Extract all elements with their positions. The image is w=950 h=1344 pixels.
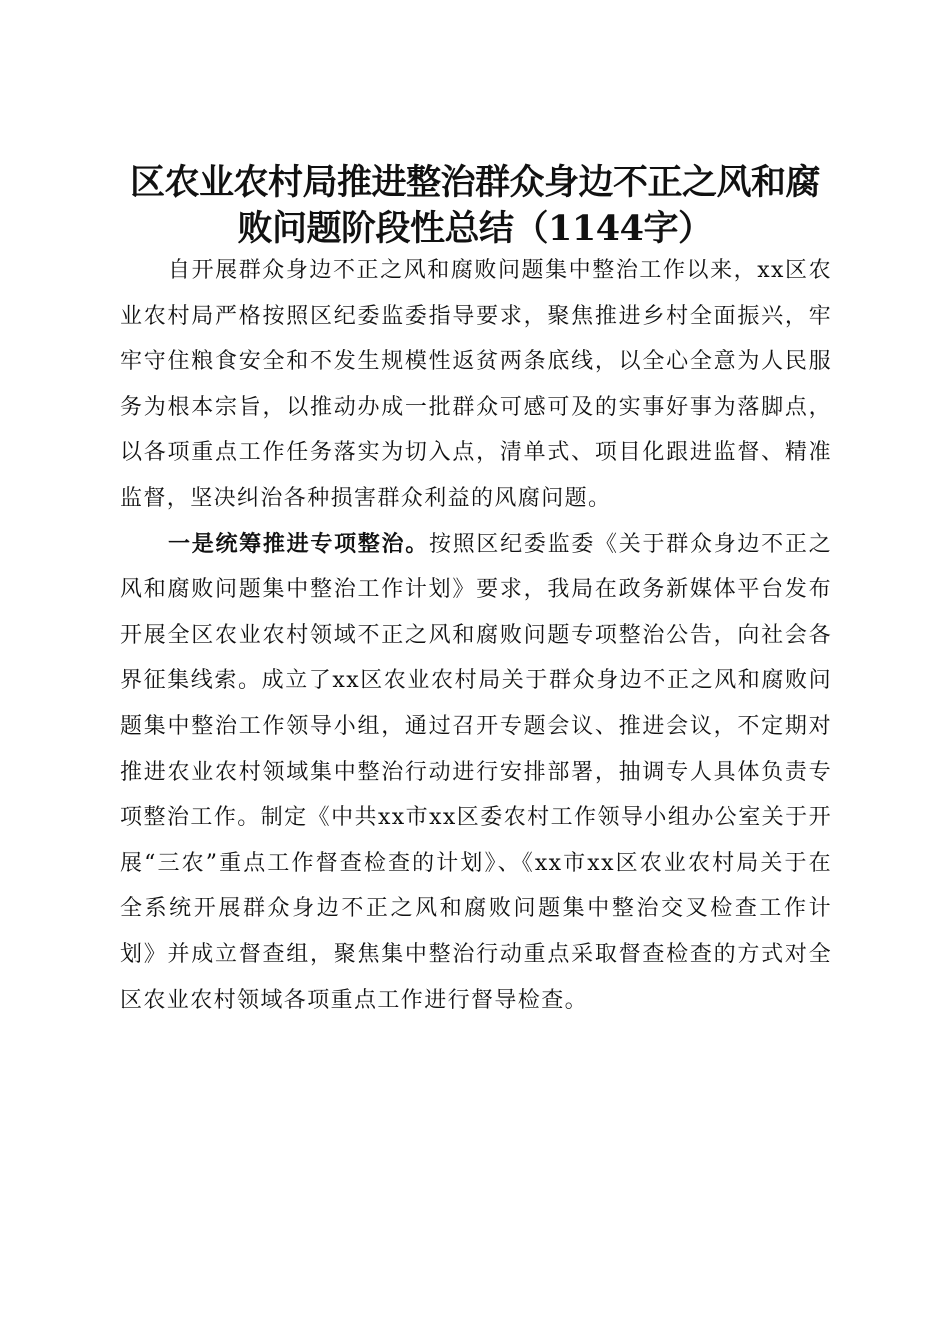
document-body (120, 248, 832, 1023)
title-line-2: 败问题阶段性总结（1144字） (237, 208, 713, 250)
paragraph-lead: 一是统筹推进专项整治。 (168, 530, 429, 557)
paragraph-text: 按照区纪委监委《关于群众身边不正之风和腐败问题集中整治工作计划》要求，我局在政务新媒体平台发布开展全区农业农村领域不正之风和腐败问题专项整治公告，向社会各界征集线索。成立了xx区农业农村局关于群众身边不正之风和腐败问题集中整治工作领导小组，通过召开专题会议、推进会议，不定期对推进农业农村领域集中整治行动进行安排部署，抽调专人具体负责专项整治工作。制定《中共xx市xx区委农村工作领导小组办公室关于开展“三农”重点工作督查检查的计划》、《xx市xx区农业农村局关于在全系统开展群众身边不正之风和腐败问题集中整治交叉检查工作计划》并成立督查组，聚焦集中整治行动重点采取督查检查的方式对全区农业农村领域各项重点工作进行督导检查。 (120, 531, 832, 1013)
document-title (110, 160, 840, 252)
paragraph-item-1 (120, 522, 832, 1024)
paragraph-intro (120, 248, 832, 522)
title-line-1: 区农业农村局推进整治群众身边不正之风和腐 (129, 162, 820, 204)
paragraph-text: 自开展群众身边不正之风和腐败问题集中整治工作以来，xx区农业农村局严格按照区纪委监委指导要求，聚焦推进乡村全面振兴，牢牢守住粮食安全和不发生规模性返贫两条底线，以全心全意为人民服务为根本宗旨，以推动办成一批群众可感可及的实事好事为落脚点，以各项重点工作任务落实为切入点，清单式、项目化跟进监督、精准监督，坚决纠治各种损害群众利益的风腐问题。 (120, 258, 832, 511)
